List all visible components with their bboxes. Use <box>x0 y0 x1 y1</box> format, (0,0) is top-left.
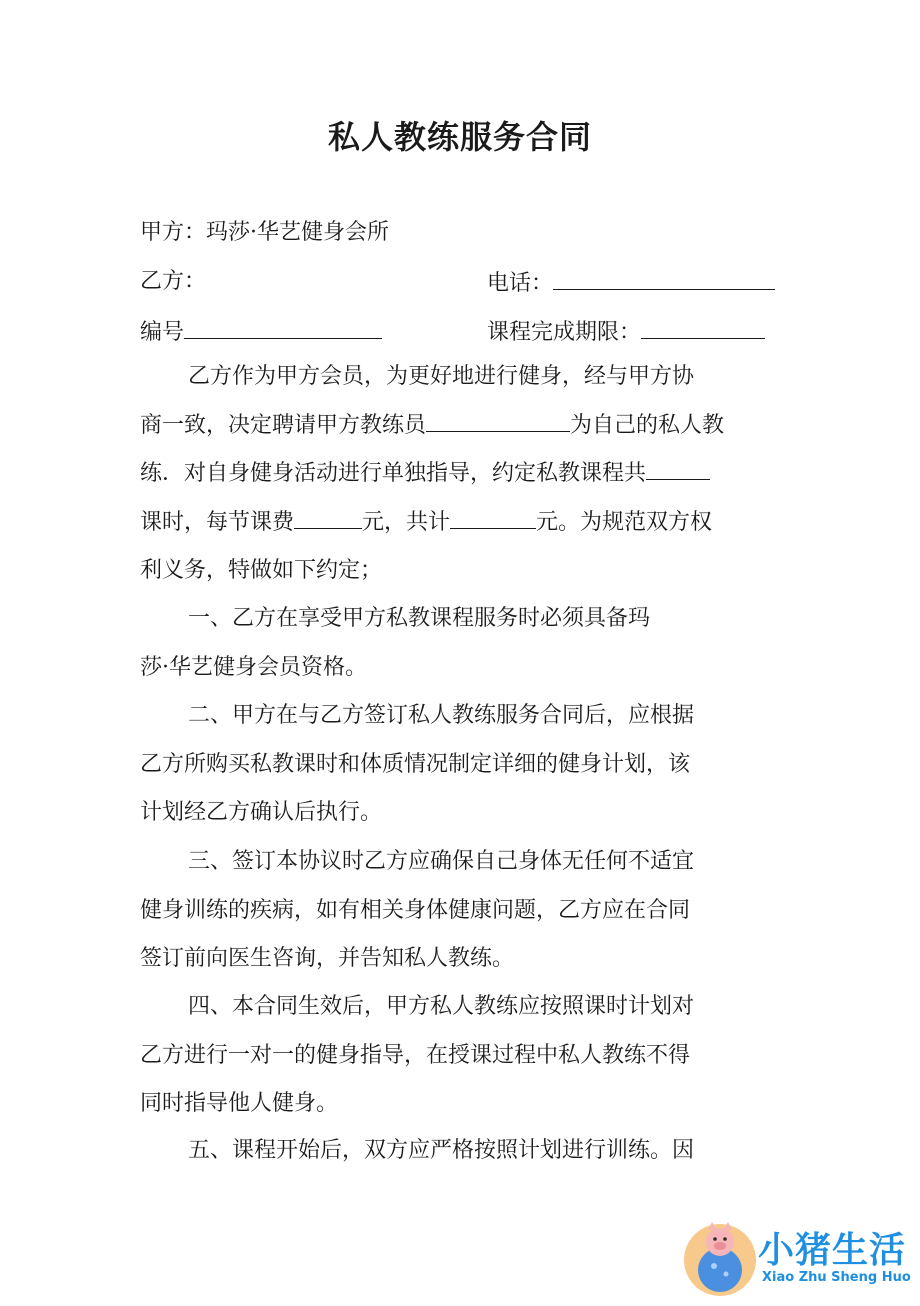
logo-chinese-name: 小猪生活 <box>758 1230 907 1271</box>
logo-english-name: Xiao Zhu Sheng Huo <box>762 1270 911 1285</box>
number-line: 编号 <box>140 316 382 348</box>
party-b-label: 乙方： <box>140 269 207 294</box>
phone-line: 电话： <box>487 267 775 299</box>
clause-3: 三、签订本协议时乙方应确保自己身体无任何不适宜 健身训练的疾病，如有相关身体健康问题，乙方应在合同 签订前向医生咨询，并告知私人教练。 <box>140 849 695 971</box>
clause-2: 二、甲方在与乙方签订私人教练服务合同后，应根据 乙方所购买私教课时和体质情况制定详细的健身计划，该 计划经乙方确认后执行。 <box>140 703 695 825</box>
party-a-line: 甲方：玛莎·华艺健身会所 <box>140 220 389 245</box>
deadline-line: 课程完成期限： <box>487 316 765 348</box>
clause-4: 四、本合同生效后，甲方私人教练应按照课时计划对 乙方进行一对一的健身指导，在授课过程中私人教练不得 同时指导他人健身。 <box>140 994 695 1116</box>
intro-paragraph: 乙方作为甲方会员，为更好地进行健身，经与甲方协 商一致，决定聘请甲方教练员 为自己的私人教 练．对自身健身活动进行单独指导，约定私教课程共 课时，每节课费 元，共计 元。为规范双方权 利义务，特做如下约定； <box>140 364 725 583</box>
document-title: 私人教练服务合同 <box>327 118 592 156</box>
brand-logo <box>680 1212 920 1302</box>
pig-mascot-icon <box>680 1212 760 1302</box>
clause-1: 一、乙方在享受甲方私教课程服务时必须具备玛 莎·华艺健身会员资格。 <box>140 606 651 680</box>
clause-5: 五、课程开始后，双方应严格按照计划进行训练。因 <box>188 1138 695 1163</box>
